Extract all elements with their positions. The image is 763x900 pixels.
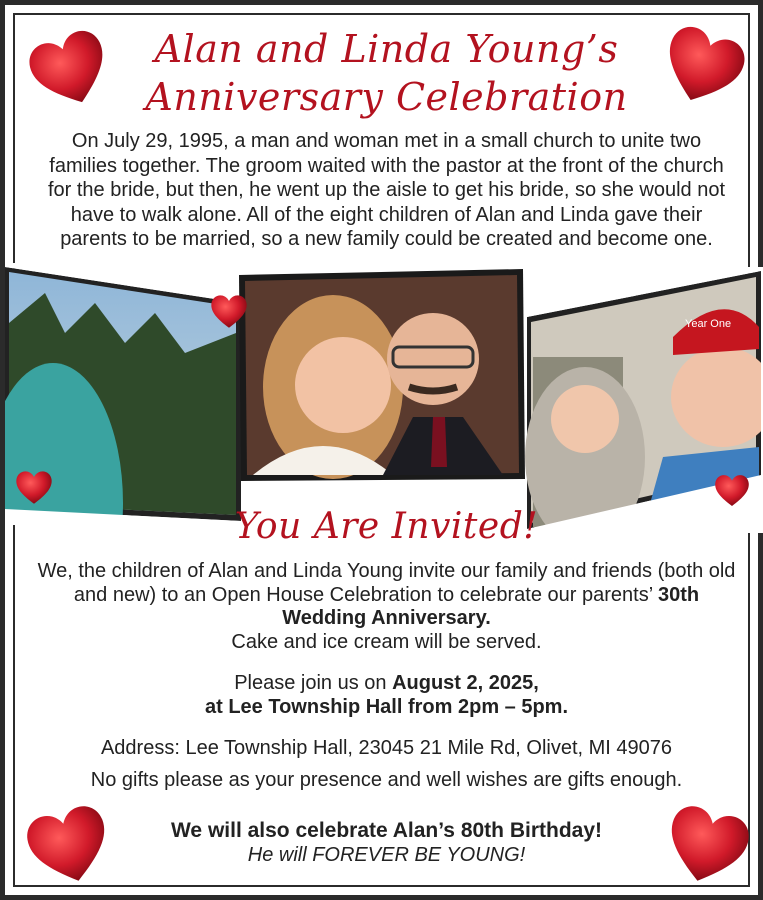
- story-paragraph: On July 29, 1995, a man and woman met in a small church to unite two families together. The groom waited with the pastor at the front of the church for the bride, but then, he went up the aisle to get his bride, so she would not have to walk alone. All of the eight children of Alan and Linda gave their parents to be married, so a new family could be created and become one.: [47, 130, 726, 250]
- heart-icon: [13, 467, 55, 507]
- cake-line: Cake and ice cream will be served.: [231, 630, 542, 653]
- invited-heading: You Are Invited!: [234, 506, 539, 547]
- address-line: Address: Lee Township Hall, 23045 21 Mile Rd, Olivet, MI 49076: [100, 737, 673, 759]
- birthday-line-2: He will FOREVER BE YOUNG!: [247, 844, 526, 866]
- details-prefix: Please join us on: [234, 672, 393, 694]
- event-details: [35, 672, 738, 719]
- birthday-note: [125, 819, 648, 867]
- gifts-line: No gifts please as your presence and well wishes are gifts enough.: [90, 769, 683, 791]
- hat-text: Year One: [685, 318, 732, 330]
- heart-icon: [711, 471, 753, 509]
- invitation-paragraph: [35, 560, 738, 654]
- event-location: at Lee Township Hall from 2pm – 5pm.: [204, 695, 569, 718]
- birthday-line-1: We will also celebrate Alan’s 80th Birthday!: [170, 819, 603, 842]
- heart-icon: [23, 801, 115, 889]
- title-line-1: Alan and Linda Young’s: [154, 27, 619, 71]
- wedding-photo-center: [233, 267, 529, 485]
- title-line-2: Anniversary Celebration: [145, 75, 628, 119]
- heart-icon: [661, 801, 753, 889]
- invitation-text: We, the children of Alan and Linda Young invite our family and friends (both old and new) to an Open House Celebration to celebrate our parents’: [37, 560, 736, 606]
- anniversary-bold: 30th Wedding Anniversary.: [282, 583, 700, 629]
- heart-icon: [209, 291, 249, 331]
- event-date: August 2, 2025,: [392, 672, 539, 694]
